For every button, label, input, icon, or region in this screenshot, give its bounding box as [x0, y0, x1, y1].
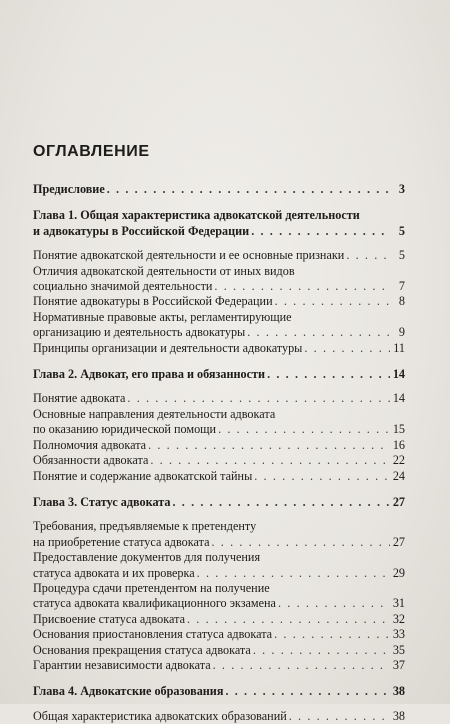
- toc-page-number: 5: [398, 248, 405, 263]
- toc-page-number: 16: [392, 437, 405, 452]
- toc-entry: [33, 391, 405, 406]
- leader-dots: [278, 596, 390, 611]
- toc-entry: [33, 341, 405, 356]
- toc-page-number: 29: [392, 565, 405, 580]
- toc-page-number: 15: [392, 422, 405, 437]
- leader-dots: [107, 182, 390, 197]
- toc-entry: [33, 294, 405, 309]
- toc-page-number: 14: [392, 391, 405, 406]
- toc-page-number: 35: [392, 642, 405, 657]
- toc-page-number: 37: [392, 657, 405, 672]
- toc-entry-title: организацию и деятельность адвокатуры: [33, 325, 246, 340]
- toc-entry-title: Общая характеристика адвокатских образований: [33, 708, 287, 723]
- toc-entry-title: Основания прекращения статуса адвоката: [33, 642, 251, 657]
- toc-entry-title: статуса адвоката квалификационного экзамена: [33, 596, 276, 611]
- toc-page-number: 22: [392, 453, 405, 468]
- toc-entry: [33, 535, 405, 550]
- table-of-contents: [33, 182, 405, 724]
- toc-entry-title: Обязанности адвоката: [33, 453, 149, 468]
- toc-entry-title: Понятие адвокатуры в Российской Федерации: [33, 294, 273, 309]
- leader-dots: [172, 495, 389, 510]
- toc-page-number: 5: [398, 223, 405, 238]
- toc-page-number: 27: [392, 534, 405, 549]
- toc-page-number: 8: [398, 294, 405, 309]
- toc-entry-line: Процедура сдачи претендентом на получение: [33, 580, 270, 595]
- toc-page-number: 24: [392, 468, 405, 483]
- toc-page-number: 27: [392, 494, 405, 509]
- toc-entry-title: Присвоение статуса адвоката: [33, 611, 185, 626]
- leader-dots: [267, 367, 390, 382]
- leader-dots: [274, 627, 390, 642]
- toc-entry-title: и адвокатуры в Российской Федерации: [33, 223, 250, 238]
- toc-entry-title: социально значимой деятельности: [33, 279, 213, 294]
- toc-entry: [33, 566, 405, 581]
- page-title: ОГЛАВЛЕНИЕ: [33, 143, 150, 160]
- toc-entry-title: Предисловие: [33, 182, 105, 196]
- leader-dots: [247, 325, 390, 340]
- leader-dots: [289, 709, 390, 724]
- toc-entry: [33, 248, 405, 263]
- leader-dots: [197, 566, 390, 581]
- leader-dots: [346, 248, 390, 263]
- toc-entry-title: Понятие адвоката: [33, 391, 126, 406]
- toc-entry-title: по оказанию юридической помощи: [33, 422, 217, 437]
- toc-entry-line: Основные направления деятельности адвоката: [33, 406, 276, 421]
- toc-page-number: 31: [392, 596, 405, 611]
- toc-entry-line: Предоставление документов для получения: [33, 550, 261, 565]
- leader-dots: [187, 612, 390, 627]
- toc-page-number: 38: [392, 708, 405, 723]
- leader-dots: [213, 658, 390, 673]
- toc-entry-title: Основания приостановления статуса адвоката: [33, 627, 273, 642]
- leader-dots: [214, 279, 390, 294]
- toc-entry: [33, 422, 405, 437]
- toc-entry: [33, 279, 405, 294]
- toc-entry-title: на приобретение статуса адвоката: [33, 534, 210, 549]
- toc-page-number: 38: [392, 684, 405, 699]
- toc-page-number: 33: [392, 627, 405, 642]
- toc-entry: [33, 438, 405, 453]
- leader-dots: [275, 294, 390, 309]
- toc-page-number: 7: [398, 279, 405, 294]
- toc-entry-title: Понятие адвокатской деятельности и ее основные признаки: [33, 248, 345, 263]
- toc-entry: [33, 643, 405, 658]
- toc-entry-title: Гарантии независимости адвоката: [33, 657, 211, 672]
- leader-dots: [127, 391, 389, 406]
- toc-entry: [33, 469, 405, 484]
- toc-entry-title: статуса адвоката и их проверка: [33, 565, 195, 580]
- toc-page-number: 9: [398, 325, 405, 340]
- toc-entry-title: Полномочия адвоката: [33, 437, 147, 452]
- chapter-title-line: Глава 1. Общая характеристика адвокатской деятельности: [33, 208, 360, 223]
- leader-dots: [212, 535, 390, 550]
- toc-entry: [33, 709, 405, 724]
- toc-entry: [33, 453, 405, 468]
- toc-entry-chapter-2: [33, 367, 405, 382]
- toc-entry: [33, 612, 405, 627]
- toc-entry: [33, 325, 405, 340]
- toc-page-number: 14: [392, 367, 405, 382]
- toc-entry-preface: [33, 182, 405, 197]
- leader-dots: [225, 684, 389, 699]
- toc-entry-line: Требования, предъявляемые к претенденту: [33, 519, 257, 534]
- toc-entry: [33, 658, 405, 673]
- toc-entry-title: Понятие и содержание адвокатской тайны: [33, 468, 253, 483]
- toc-entry-chapter-1: [33, 224, 405, 239]
- toc-entry-chapter-3: [33, 495, 405, 510]
- leader-dots: [254, 469, 390, 484]
- toc-entry-title: Глава 4. Адвокатские образования: [33, 684, 224, 699]
- toc-entry-title: Принципы организации и деятельности адвокатуры: [33, 340, 303, 355]
- toc-page-number: 11: [393, 340, 405, 355]
- toc-entry-title: Глава 2. Адвокат, его права и обязанности: [33, 367, 266, 382]
- leader-dots: [148, 438, 390, 453]
- toc-entry-chapter-4: [33, 684, 405, 699]
- toc-page-number: 32: [392, 611, 405, 626]
- toc-entry: [33, 627, 405, 642]
- leader-dots: [218, 422, 390, 437]
- leader-dots: [304, 341, 390, 356]
- toc-entry-title: Глава 3. Статус адвоката: [33, 494, 171, 509]
- toc-entry: [33, 596, 405, 611]
- leader-dots: [251, 224, 390, 239]
- toc-entry-line: Нормативные правовые акты, регламентирующие: [33, 309, 292, 324]
- toc-entry-line: Отличия адвокатской деятельности от иных видов: [33, 263, 295, 278]
- toc-page-number: 3: [398, 182, 405, 196]
- leader-dots: [253, 643, 390, 658]
- leader-dots: [150, 453, 389, 468]
